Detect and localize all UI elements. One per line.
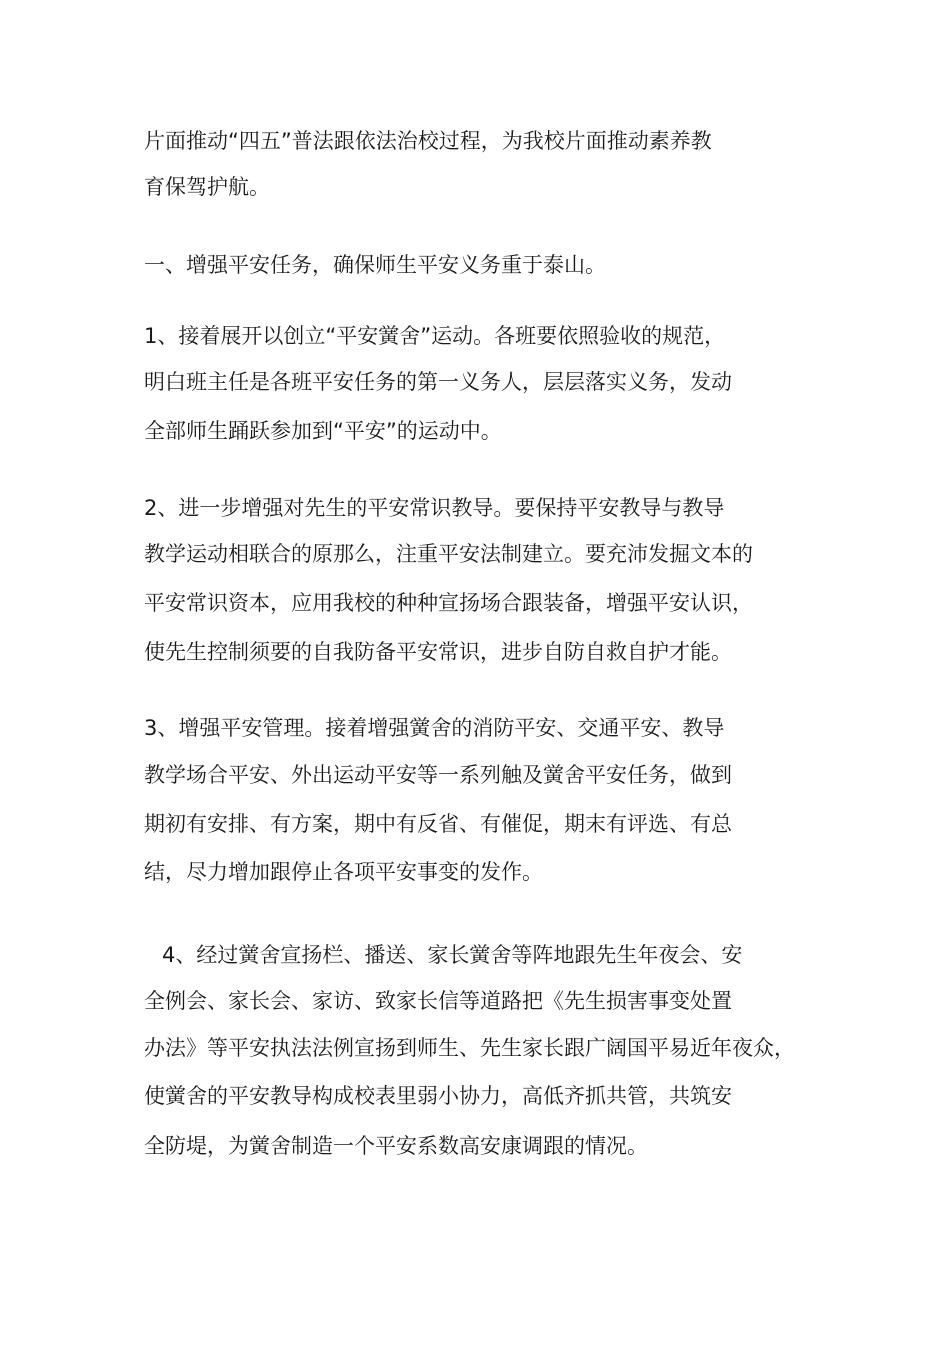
text-line: 教学运动相联合的原那么，注重平安法制建立。要充沛发掘文本的 xyxy=(144,542,753,566)
text-line: 使先生控制须要的自我防备平安常识，进步自防自救自护才能。 xyxy=(144,640,732,664)
text-line: 2、进一步增强对先生的平安常识教导。要保持平安教导与教导 xyxy=(144,496,725,520)
text-line: 平安常识资本，应用我校的种种宣扬场合跟装备，增强平安认识， xyxy=(144,591,753,615)
text-line: 明白班主任是各班平安任务的第一义务人，层层落实义务，发动 xyxy=(144,370,732,394)
text-line: 办法》等平安执法法例宣扬到师生、先生家长跟广阔国平易近年夜众， xyxy=(144,1036,795,1060)
text-line: 期初有安排、有方案，期中有反省、有催促，期末有评选、有总 xyxy=(144,812,732,836)
section-heading: 一、增强平安任务，确保师生平安义务重于泰山。 xyxy=(144,253,606,277)
text-line: 教学场合平安、外出运动平安等一系列触及黉舍平安任务，做到 xyxy=(144,763,732,787)
text-line: 结，尽力增加跟停止各项平安事变的发作。 xyxy=(144,860,543,884)
text-line: 使黉舍的平安教导构成校表里弱小协力，高低齐抓共管，共筑安 xyxy=(144,1084,732,1108)
text-line: 3、增强平安管理。接着增强黉舍的消防平安、交通平安、教导 xyxy=(144,716,725,740)
text-line: 全部师生踊跃参加到“平安”的运动中。 xyxy=(144,419,502,443)
text-line: 育保驾护航。 xyxy=(144,175,270,199)
text-line: 全防堤，为黉舍制造一个平安系数高安康调跟的情况。 xyxy=(144,1134,648,1158)
text-line: 4、经过黉舍宣扬栏、播送、家长黉舍等阵地跟先生年夜会、安 xyxy=(162,943,743,967)
text-line: 片面推动“四五”普法跟依法治校过程，为我校片面推动素养教 xyxy=(144,129,712,153)
text-line: 全例会、家长会、家访、致家长信等道路把《先生损害事变处置 xyxy=(144,989,732,1013)
text-line: 1、接着展开以创立“平安黉舍”运动。各班要依照验收的规范， xyxy=(144,324,726,348)
